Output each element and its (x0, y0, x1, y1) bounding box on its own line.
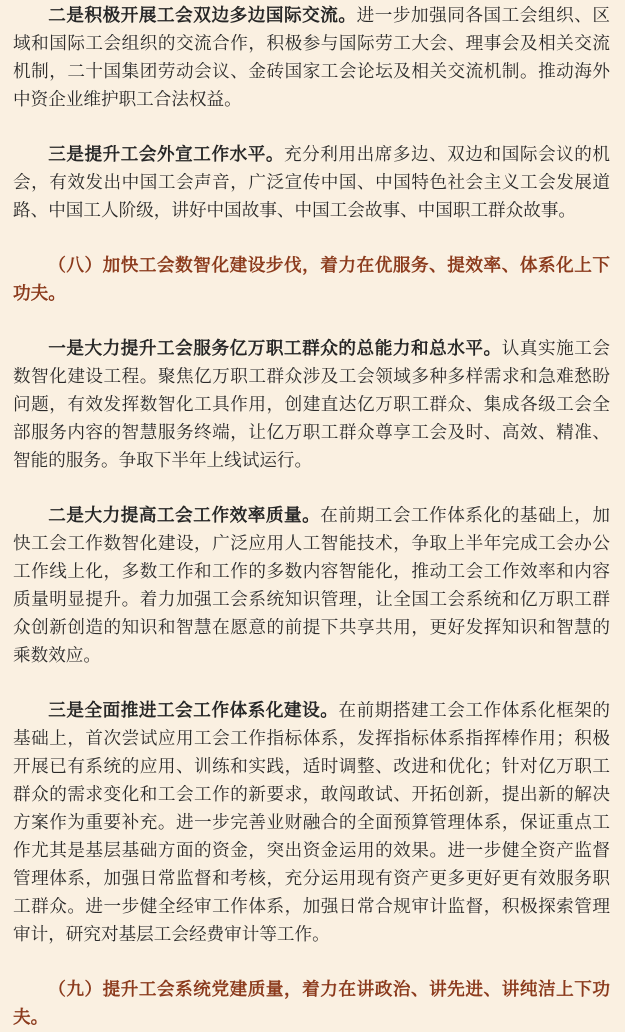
paragraph-lead: 三是全面推进工会工作体系化建设。 (48, 701, 339, 721)
section-heading-eight: （八）加快工会数智化建设步伐，着力在优服务、提效率、体系化上下功夫。 (13, 256, 610, 304)
paragraph-external-publicity (13, 141, 610, 225)
paragraph-text: 进一步加强同各国工会组织、区域和国际工会组织的交流合作，积极参与国际劳工大会、理事会及相关交流机制，二十国集团劳动会议、金砖国家工会论坛及相关交流机制。推动海外中资企业维护职工合法权益。 (13, 6, 610, 110)
paragraph-text: 认真实施工会数智化建设工程。聚焦亿万职工群众涉及工会领域多种多样需求和急难愁盼问题，有效发挥数智化工具作用，创建直达亿万职工群众、集成各级工会全部服务内容的智慧服务终端，让亿万职工群众尊享工会及时、高效、精准、智能的服务。争取下半年上线试运行。 (13, 339, 610, 471)
section-heading-nine: （九）提升工会系统党建质量，着力在讲政治、讲先进、讲纯洁上下功夫。 (13, 980, 610, 1028)
paragraph-text: 在前期搭建工会工作体系化框架的基础上，首次尝试应用工会工作指标体系，发挥指标体系指挥棒作用；积极开展已有系统的应用、训练和实践，适时调整、改进和优化；针对亿万职工群众的需求变化和工会工作的新要求，敢闯敢试、开拓创新，提出新的解决方案作为重要补充。进一步完善业财融合的全面预算管理体系，保证重点工作尤其是基层基础方面的资金，突出资金运用的效果。进一步健全资产监督管理体系，加强日常监督和考核，充分运用现有资产更多更好更有效服务职工群众。进一步健全经审工作体系，加强日常合规审计监督，积极探索管理审计，研究对基层工会经费审计等工作。 (13, 701, 610, 945)
paragraph-text: 在前期工会工作体系化的基础上，加快工会工作数智化建设，广泛应用人工智能技术，争取上半年完成工会办公工作线上化，多数工作和工作的多数内容智能化，推动工会工作效率和内容质量明显提升。着力加强工会系统知识管理，让全国工会系统和亿万职工群众创新创造的知识和智慧在愿意的前提下共享共用，更好发挥知识和智慧的乘数效应。 (13, 506, 610, 666)
paragraph-text: 充分利用出席多边、双边和国际会议的机会，有效发出中国工会声音，广泛宣传中国、中国特色社会主义工会发展道路、中国工人阶级，讲好中国故事、中国工会故事、中国职工群众故事。 (13, 145, 610, 221)
paragraph-work-efficiency (13, 502, 610, 670)
paragraph-bilateral-exchange (13, 2, 610, 114)
paragraph-lead: 二是积极开展工会双边多边国际交流。 (48, 6, 357, 26)
paragraph-systematization (13, 697, 610, 949)
paragraph-lead: 一是大力提升工会服务亿万职工群众的总能力和总水平。 (48, 339, 502, 359)
paragraph-lead: 二是大力提高工会工作效率质量。 (48, 506, 321, 526)
paragraph-lead: 三是提升工会外宣工作水平。 (48, 145, 285, 165)
paragraph-service-capacity (13, 335, 610, 475)
